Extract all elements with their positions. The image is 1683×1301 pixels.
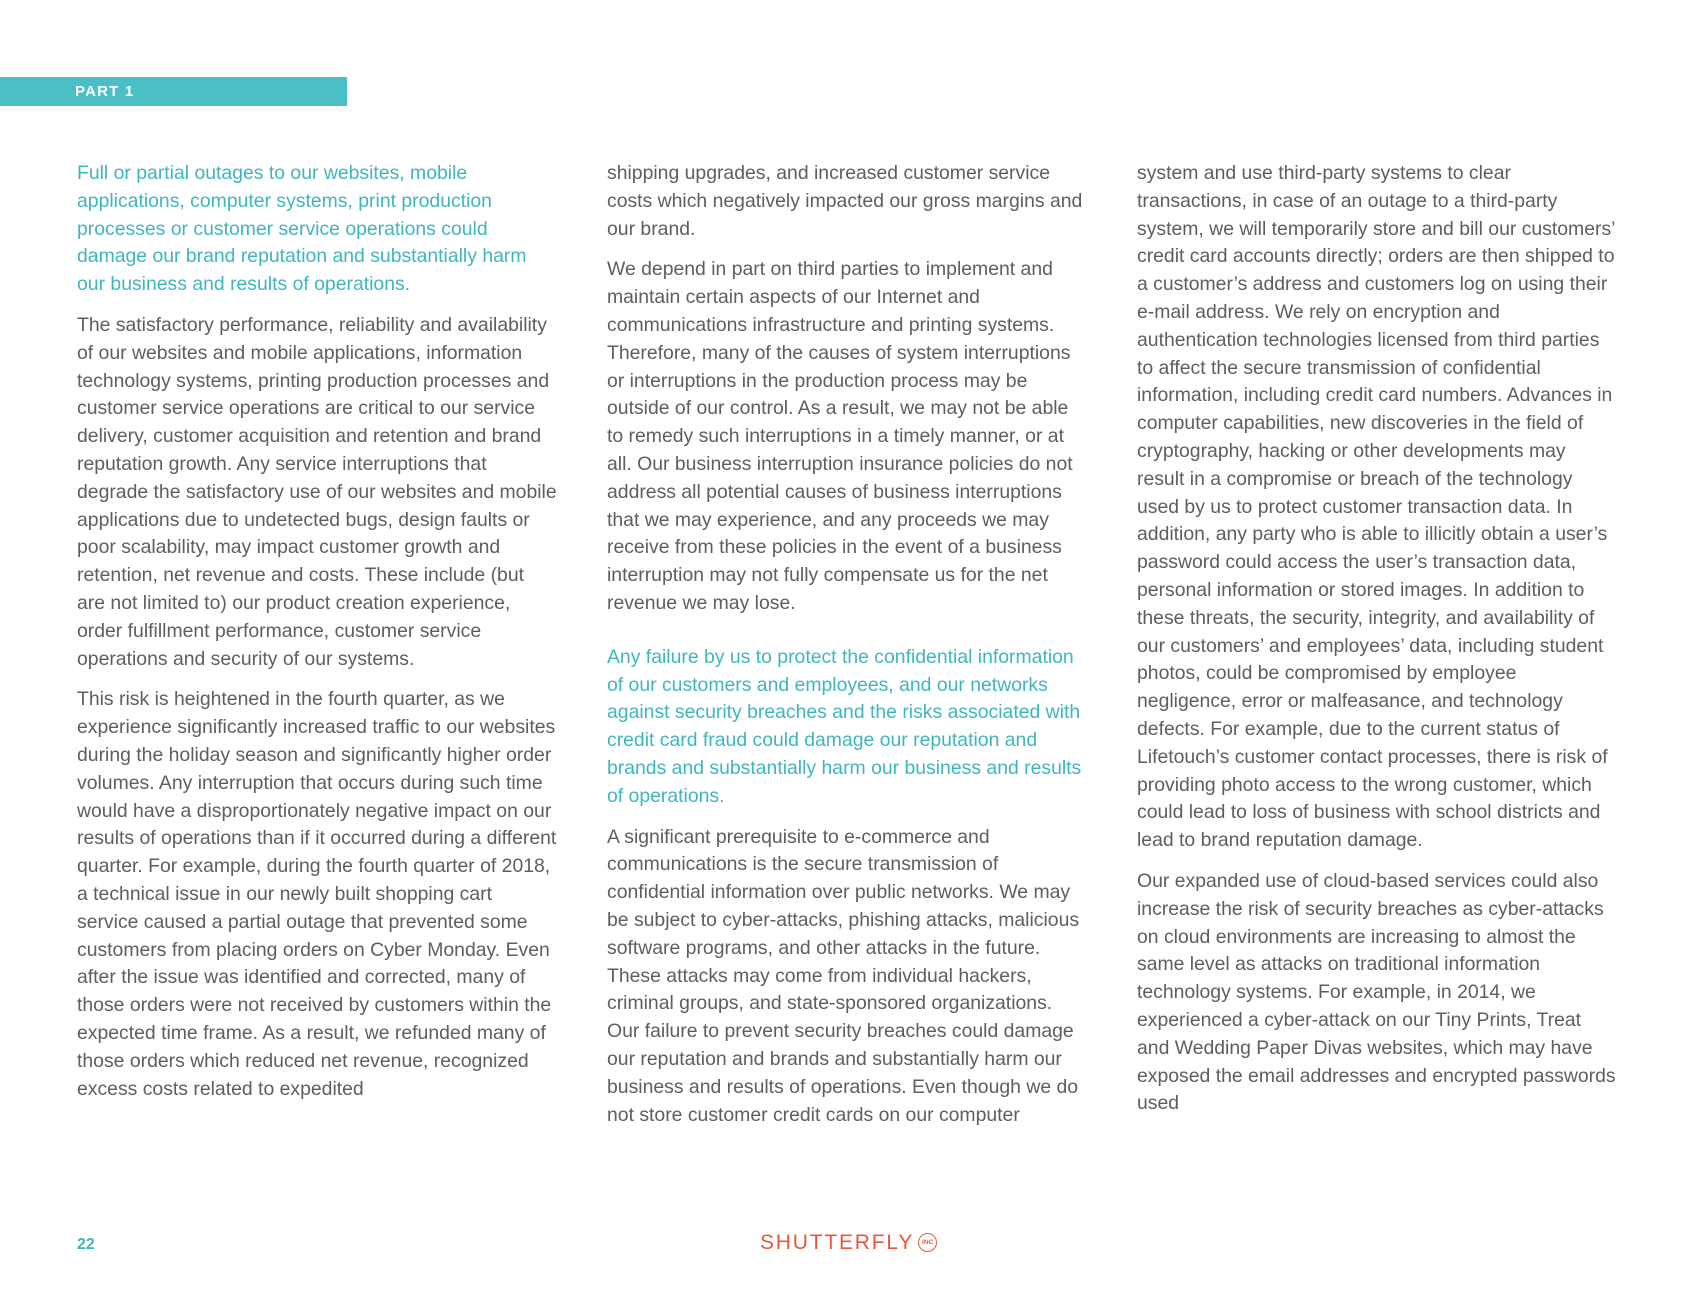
body-paragraph: The satisfactory performance, reliability and availability of our websites and mobile applications, information technology systems, printing production processes and customer service operations are critical to our service delivery, customer acquisition and retention and brand reputation growth. Any service interruptions that degrade the satisfactory use of our websites and mobile applications due to undetected bugs, design faults or poor scalability, may impact customer growth and retention, net revenue and costs. These include (but are not limited to) our product creation experience, order fulfillment performance, customer service operations and security of our systems. <box>77 313 557 670</box>
section-heading: Any failure by us to protect the confidential information of our customers and employees, and our networks against security breaches and the risks associated with credit card fraud could damage our reputation and brands and substantially harm our business and results of operations. <box>607 645 1082 807</box>
body-paragraph: A significant prerequisite to e-commerce and communications is the secure transmission of confidential information over public networks. We may be subject to cyber-attacks, phishing attacks, malicious software programs, and other attacks in the future. These attacks may come from individual hackers, criminal groups, and state-sponsored organizations. Our failure to prevent security breaches could damage our reputation and brands and substantially harm our business and results of operations. Even though we do not store customer credit cards on our computer <box>607 825 1080 1126</box>
section-heading: Full or partial outages to our websites, mobile applications, computer systems, print production processes or customer service operations could damage our brand reputation and substantially harm our business and results of operations. <box>77 162 527 296</box>
logo-wordmark: SHUTTERFLY <box>760 1231 915 1254</box>
section-label: PART 1 <box>75 83 135 100</box>
body-paragraph: system and use third-party systems to clear transactions, in case of an outage to a third-party system, we will temporarily store and bill our customers’ credit card accounts directly; orders are then shipped to a customer’s address and customers log on using their e-mail address. We rely on encryption and authentication technologies licensed from third parties to affect the secure transmission of confidential information, including credit card numbers. Advances in computer capabilities, new discoveries in the field of cryptography, hacking or other developments may result in a compromise or breach of the technology used by us to protect customer transaction data. In addition, any party who is able to illicitly obtain a user’s password could access the user’s transaction data, personal information or stored images. In addition to these threats, the security, integrity, and availability of our customers’ and employees’ data, including student photos, could be compromised by employee negligence, error or malfeasance, and technology defects. For example, due to the current status of Lifetouch’s customer contact processes, there is risk of providing photo access to the wrong customer, which could lead to loss of business with school districts and lead to brand reputation damage. <box>1137 162 1615 852</box>
body-paragraph: Our expanded use of cloud-based services could also increase the risk of security breaches as cyber-attacks on cloud environments are increasing to almost the same level as attacks on traditional information technology systems. For example, in 2014, we experienced a cyber-attack on our Tiny Prints, Treat and Wedding Paper Divas websites, which may have exposed the email addresses and encrypted passwords used <box>1137 869 1616 1115</box>
body-paragraph: This risk is heightened in the fourth quarter, as we experience significantly increased traffic to our websites during the holiday season and significantly higher order volumes. Any interruption that occurs during such time would have a disproportionately negative impact on our results of operations than if it occurred during a different quarter. For example, during the fourth quarter of 2018, a technical issue in our newly built shopping cart service caused a partial outage that prevented some customers from placing orders on Cyber Monday. Even after the issue was identified and corrected, many of those orders were not received by customers within the expected time frame. As a result, we refunded many of those orders which reduced net revenue, recognized excess costs related to expedited <box>77 688 557 1100</box>
logo-inc-badge: INC <box>918 1233 937 1252</box>
column-1 <box>77 160 557 1116</box>
column-2 <box>607 160 1087 1142</box>
section-band <box>0 77 347 106</box>
body-paragraph: We depend in part on third parties to implement and maintain certain aspects of our Internet and communications infrastructure and printing systems. Therefore, many of the causes of system interruptions or interruptions in the production process may be outside of our control. As a result, we may not be able to remedy such interruptions in a timely manner, or at all. Our business interruption insurance policies do not address all potential causes of business interruptions that we may experience, and any proceeds we may receive from these policies in the event of a business interruption may not fully compensate us for the net revenue we may lose. <box>607 258 1073 614</box>
page-number: 22 <box>77 1236 95 1253</box>
column-3 <box>1137 160 1617 1131</box>
body-paragraph: shipping upgrades, and increased customer service costs which negatively impacted our gross margins and our brand. <box>607 162 1083 240</box>
shutterfly-logo <box>760 1231 937 1255</box>
